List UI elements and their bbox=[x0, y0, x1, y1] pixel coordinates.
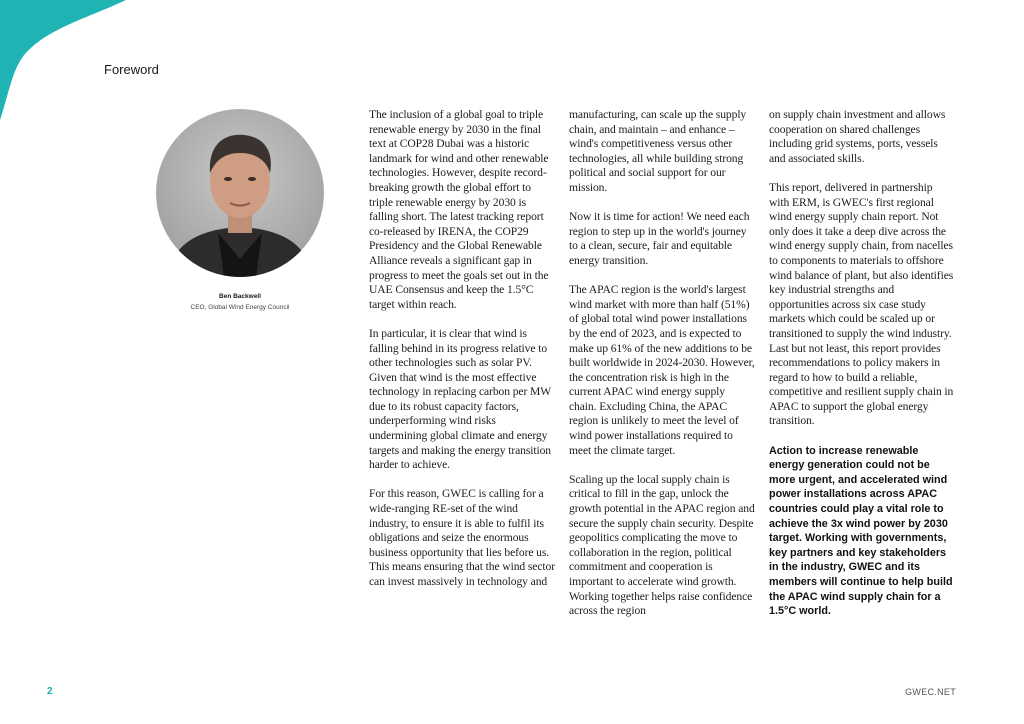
paragraph: In particular, it is clear that wind is falling behind in its progress relative to other technologies such as solar PV. Given that wind is the most effective technology in replacing carbon per MW due to its robust capacity factors, underperforming wind risks undermining global climate and energy targets and making the energy transition harder to achieve. bbox=[369, 326, 551, 472]
text-column-3 bbox=[769, 108, 955, 633]
paragraph: The inclusion of a global goal to triple renewable energy by 2030 in the final text at COP28 Dubai was a historic landmark for wind and other renewable technologies. However, despite record-breaking growth the global effort to triple renewable energy by 2030 is falling short. The latest tracking report co-released by IRENA, the COP29 Presidency and the Global Renewable Alliance reveals a significant gap in progress to meet the goals set out in the UAE Consensus and keep the 1.5°C target within reach. bbox=[369, 108, 549, 311]
portrait-photo bbox=[156, 109, 324, 277]
paragraph: Now it is time for action! We need each region to step up in the world's journey to a clean, secure, fair and equitable energy transition. bbox=[569, 210, 750, 267]
paragraph: Scaling up the local supply chain is critical to fill in the gap, unlock the growth potential in the APAC region and secure the supply chain security. Despite geopolitics complicating the move to collaboration in the region, political commitment and cooperation is important to accelerate wind growth. Working together helps raise confidence across the region bbox=[569, 472, 755, 618]
paragraph: For this reason, GWEC is calling for a wide-ranging RE-set of the wind industry, to ensure it is able to fulfil its obligations and seize the enormous business opportunity that lies before us. This means ensuring that the wind sector can invest massively in technology and bbox=[369, 487, 555, 588]
paragraph: on supply chain investment and allows cooperation on shared challenges including grid systems, ports, vessels and associated skills. bbox=[769, 108, 946, 165]
section-title: Foreword bbox=[104, 62, 159, 77]
profile-name: Ben Backwell bbox=[219, 293, 261, 300]
paragraph: manufacturing, can scale up the supply chain, and maintain – and enhance – wind's competitiveness versus other technologies, all while building strong political and social support for our mission. bbox=[569, 108, 747, 194]
profile-role: CEO, Global Wind Energy Council bbox=[190, 304, 290, 311]
text-column-1 bbox=[369, 108, 555, 604]
paragraph: This report, delivered in partnership with ERM, is GWEC's first regional wind energy supply chain report. Not only does it take a deep dive across the wind energy supply chain, from nacelles to components to materials to offshore wind balance of plant, but also identifies key industrial strengths and opportunities across six case study markets which could be scaled up or transitioned to supply the wind industry. Last but not least, this report provides recommendations to policy makers in regard to how to build a reliable, competitive and resilient supply chain in APAC to support the global energy transition. bbox=[769, 180, 954, 428]
corner-decoration bbox=[0, 0, 130, 120]
paragraph: The APAC region is the world's largest wind market with more than half (51%) of global total wind power installations by the end of 2023, and is expected to make up 61% of the new additions to be built worldwide in 2024-2030. However, the concentration risk is high in the current APAC wind energy supply chain. Excluding China, the APAC region is unlikely to meet the level of wind power installations required to meet the climate target. bbox=[569, 283, 755, 457]
page-number: 2 bbox=[47, 686, 53, 697]
text-column-2 bbox=[569, 108, 755, 633]
site-url: GWEC.NET bbox=[905, 687, 956, 697]
closing-statement: Action to increase renewable energy generation could not be more urgent, and accelerated wind power installations across APAC countries could play a vital role to achieve the 3x wind power by 2030 target. Working with governments, key partners and key stakeholders in the industry, GWEC and its members will continue to help build the APAC wind supply chain for a 1.5°C world. bbox=[769, 444, 953, 618]
